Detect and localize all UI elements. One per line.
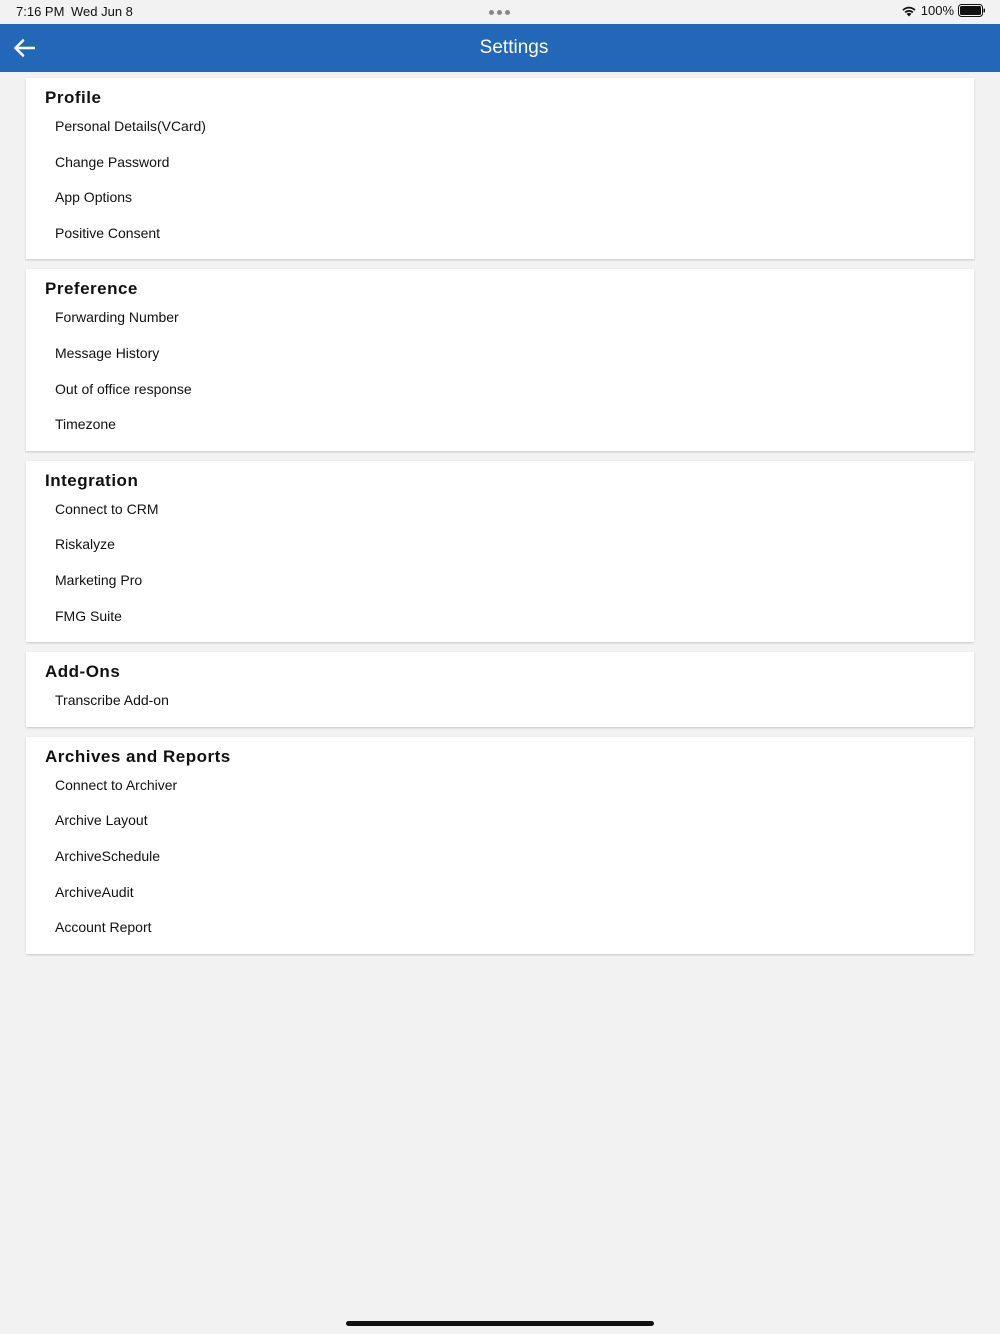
settings-item-timezone[interactable]: Timezone: [55, 416, 116, 433]
status-bar: [0, 0, 1000, 24]
section-title: Profile: [45, 88, 102, 107]
section-title: Preference: [45, 279, 138, 299]
section-preference: [26, 269, 974, 450]
settings-list: [26, 78, 974, 964]
battery-percent: 100%: [920, 3, 954, 18]
multitasking-dots-icon[interactable]: [489, 10, 510, 15]
section-title: Add-Ons: [45, 662, 121, 682]
section-title: Archives and Reports: [45, 746, 231, 766]
home-indicator[interactable]: [346, 1321, 654, 1326]
settings-item-fmg-suite[interactable]: FMG Suite: [55, 607, 122, 624]
battery-icon: [958, 4, 986, 17]
settings-item-riskalyze[interactable]: Riskalyze: [55, 536, 115, 553]
status-date: Wed Jun 8: [71, 4, 133, 19]
settings-item-archive-schedule[interactable]: ArchiveSchedule: [55, 847, 161, 864]
settings-item-connect-archiver[interactable]: Connect to Archiver: [55, 776, 178, 793]
settings-item-archive-layout[interactable]: Archive Layout: [55, 812, 148, 829]
page-title: Settings: [479, 37, 549, 58]
settings-item-change-password[interactable]: Change Password: [55, 153, 170, 170]
section-add-ons: [26, 652, 974, 727]
app-header: [0, 24, 1000, 72]
settings-item-transcribe-add-on[interactable]: Transcribe Add-on: [55, 692, 169, 709]
section-profile: [26, 78, 974, 259]
settings-item-archive-audit[interactable]: ArchiveAudit: [55, 883, 134, 900]
settings-item-connect-crm[interactable]: Connect to CRM: [55, 500, 159, 517]
section-integration: [26, 461, 974, 642]
settings-item-account-report[interactable]: Account Report: [55, 919, 152, 936]
settings-item-positive-consent[interactable]: Positive Consent: [55, 224, 161, 241]
wifi-icon: [901, 5, 917, 17]
section-title: Integration: [45, 470, 139, 490]
section-archives-reports: [26, 737, 974, 954]
settings-item-app-options[interactable]: App Options: [55, 189, 133, 206]
settings-item-message-history[interactable]: Message History: [55, 344, 160, 361]
settings-item-marketing-pro[interactable]: Marketing Pro: [55, 571, 143, 588]
status-indicators: [901, 3, 986, 18]
settings-item-personal-details[interactable]: Personal Details(VCard): [55, 118, 206, 134]
settings-item-forwarding-number[interactable]: Forwarding Number: [55, 309, 179, 326]
status-time: 7:16 PM: [16, 4, 65, 19]
settings-item-out-of-office[interactable]: Out of office response: [55, 380, 192, 397]
